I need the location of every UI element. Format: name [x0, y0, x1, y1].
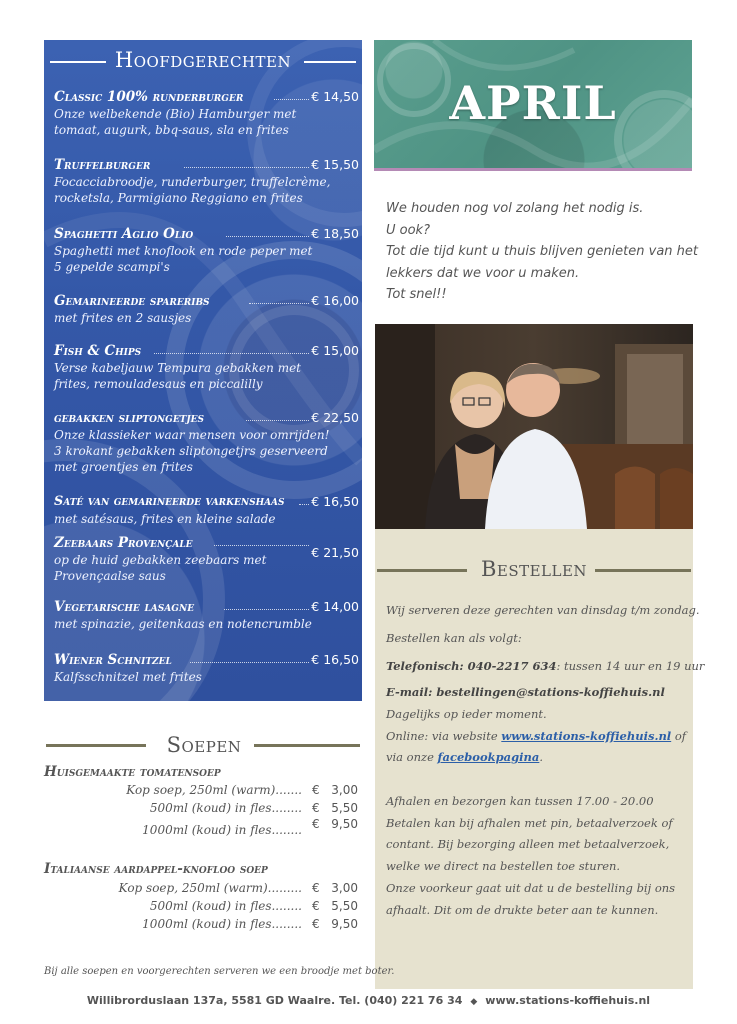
menu-item-price: € 15,00: [311, 343, 359, 358]
soups-footnote: Bij alle soepen en voorgerechten serveren we een broodje met boter.: [44, 966, 395, 977]
menu-item-price: € 22,50: [311, 410, 359, 425]
currency: €: [312, 881, 320, 895]
main-dishes-heading: Hoofdgerechten: [114, 48, 292, 72]
menu-item: [54, 535, 359, 584]
menu-item-description: Onze welbekende (Bio) Hamburger met tomaat, augurk, bbq-saus, sla en frites: [54, 107, 297, 137]
order-info: afhaalt. Dit om de drukte beter aan te kunnen.: [386, 903, 659, 917]
phone-hours: : tussen 14 uur en 19 uur: [556, 659, 705, 673]
menu-item: [54, 293, 359, 326]
menu-item-description: met frites en 2 sausjes: [54, 311, 192, 325]
menu-item: [54, 652, 359, 685]
order-info: welke we direct na bestellen toe sturen.: [386, 859, 621, 873]
menu-item-name: Spaghetti Aglio Olio: [54, 226, 194, 242]
menu-item-price: € 16,50: [311, 652, 359, 667]
april-title: APRIL: [449, 76, 617, 130]
facebook-suffix: .: [539, 750, 543, 764]
soup-size: 500ml (koud) in fles........: [149, 801, 302, 815]
menu-item-price: € 14,50: [311, 89, 359, 104]
currency: €: [312, 899, 320, 913]
menu-item-description: met satésaus, frites en kleine salade: [54, 512, 276, 526]
notice-line: We houden nog vol zolang het nodig is.: [386, 201, 644, 216]
soup-price-row: [44, 917, 358, 935]
facebook-link[interactable]: facebookpagina: [437, 750, 540, 764]
soup-size: Kop soep, 250ml (warm).......: [126, 783, 302, 797]
menu-item-price: € 14,00: [311, 599, 359, 614]
online-prefix: Online: via website: [386, 729, 502, 743]
soups-heading: Soepen: [166, 733, 242, 757]
soup-price-row: [44, 817, 358, 835]
soup-size: 1000ml (koud) in fles........: [142, 823, 302, 837]
soup-price: 9,50: [331, 817, 358, 831]
order-panel: [375, 529, 705, 989]
soup-price: 5,50: [331, 899, 358, 913]
main-dishes-title: [44, 48, 362, 74]
main-dishes-panel: [44, 40, 362, 701]
owners-photo: [375, 324, 693, 529]
menu-item-name: Vegetarische lasagne: [54, 599, 195, 615]
menu-item-description: Verse kabeljauw Tempura gebakken met frites, remouladesaus en piccalilly: [54, 361, 301, 391]
soup-size: Kop soep, 250ml (warm).........: [118, 881, 302, 895]
menu-item-name: Fish & Chips: [54, 343, 142, 359]
menu-item-description: op de huid gebakken zeebaars met Provençaalse saus: [54, 553, 267, 583]
email-address[interactable]: E-mail: bestellingen@stations-koffiehuis.nl: [386, 685, 665, 699]
menu-item: [54, 599, 359, 632]
notice-line: lekkers dat we voor u maken.: [386, 265, 580, 281]
menu-item: [54, 343, 359, 392]
order-online: [386, 729, 686, 743]
notice-line: Tot snel!!: [386, 287, 447, 302]
order-text: Wij serveren deze gerechten van dinsdag t/m zondag.: [386, 603, 700, 617]
order-text: Dagelijks op ieder moment.: [386, 707, 547, 721]
april-banner: [374, 40, 692, 171]
menu-item-price: € 15,50: [311, 157, 359, 172]
menu-item-name: Gemarineerde spareribs: [54, 293, 210, 309]
soup-price: 5,50: [331, 801, 358, 815]
soup-size: 500ml (koud) in fles........: [149, 899, 302, 913]
notice-line: U ook?: [386, 222, 430, 238]
order-phone: [386, 659, 704, 673]
order-info: contant. Bij bezorging alleen met betaalverzoek,: [386, 837, 670, 851]
soup-price-row: [44, 881, 358, 899]
menu-item-price: € 16,50: [311, 494, 359, 509]
order-title: [375, 557, 693, 585]
notice-text: [386, 198, 706, 306]
soup-price: 3,00: [331, 783, 358, 797]
order-facebook: [386, 750, 543, 764]
menu-item-name: Zeebaars Provençale: [54, 535, 193, 551]
phone-number[interactable]: Telefonisch: 040-2217 634: [386, 659, 557, 673]
menu-item: [54, 157, 359, 206]
soup-price-row: [44, 899, 358, 917]
online-suffix: of: [671, 729, 687, 743]
menu-item-name: Truffelburger: [54, 157, 151, 173]
owners-photo-illustration: [375, 324, 693, 529]
menu-item-description: Onze klassieker waar mensen voor omrijden! 3 krokant gebakken sliptongetjrs geserveerd met groentjes en frites: [54, 428, 330, 474]
menu-item-description: met spinazie, geitenkaas en notencrumble: [54, 617, 312, 631]
order-info: Afhalen en bezorgen kan tussen 17.00 - 20.00: [386, 794, 654, 808]
menu-item: [54, 226, 359, 275]
currency: €: [312, 783, 320, 797]
menu-item-description: Kalfsschnitzel met frites: [54, 670, 202, 684]
menu-item-name: gebakken sliptongetjes: [54, 410, 204, 426]
menu-item-price: € 16,00: [311, 293, 359, 308]
soup-price-row: [44, 783, 358, 801]
order-text: Bestellen kan als volgt:: [386, 631, 522, 645]
footer: [0, 994, 737, 1007]
footer-address: Willibrorduslaan 137a, 5581 GD Waalre. Tel. (040) 221 76 34: [86, 994, 463, 1007]
menu-item: [54, 410, 359, 475]
diamond-icon: ◆: [470, 997, 478, 1007]
footer-website[interactable]: www.stations-koffiehuis.nl: [485, 994, 651, 1007]
currency: €: [312, 801, 320, 815]
menu-item-price: € 18,50: [311, 226, 359, 241]
soups-title: [44, 733, 364, 761]
order-heading: Bestellen: [480, 557, 588, 581]
order-email: [386, 685, 665, 699]
menu-item: [54, 89, 359, 138]
menu-item-description: Focacciabroodje, runderburger, truffelcrème, rocketsla, Parmigiano Reggiano en frites: [54, 175, 331, 205]
menu-item: [54, 494, 359, 527]
notice-line: Tot die tijd kunt u thuis blijven genieten van het: [386, 244, 698, 259]
currency: €: [312, 817, 320, 831]
facebook-prefix: via onze: [386, 750, 438, 764]
menu-item-name: Wiener Schnitzel: [54, 652, 172, 668]
order-info: Onze voorkeur gaat uit dat u de bestelling bij ons: [386, 881, 676, 895]
currency: €: [312, 917, 320, 931]
soup-size: 1000ml (koud) in fles........: [142, 917, 302, 931]
soup-price: 3,00: [331, 881, 358, 895]
soup-name: Huisgemaakte tomatensoep: [44, 764, 221, 780]
soup-name: Italiaanse aardappel-knofloo soep: [44, 861, 268, 877]
menu-item-name: Saté van gemarineerde varkenshaas: [54, 494, 285, 509]
order-info: Betalen kan bij afhalen met pin, betaalverzoek of: [386, 816, 673, 830]
menu-item-name: Classic 100% runderburger: [54, 89, 244, 105]
soup-price: 9,50: [331, 917, 358, 931]
menu-item-description: Spaghetti met knoflook en rode peper met 5 gepelde scampi's: [54, 244, 313, 274]
website-link[interactable]: www.stations-koffiehuis.nl: [501, 729, 672, 743]
menu-item-price: € 21,50: [311, 545, 359, 560]
